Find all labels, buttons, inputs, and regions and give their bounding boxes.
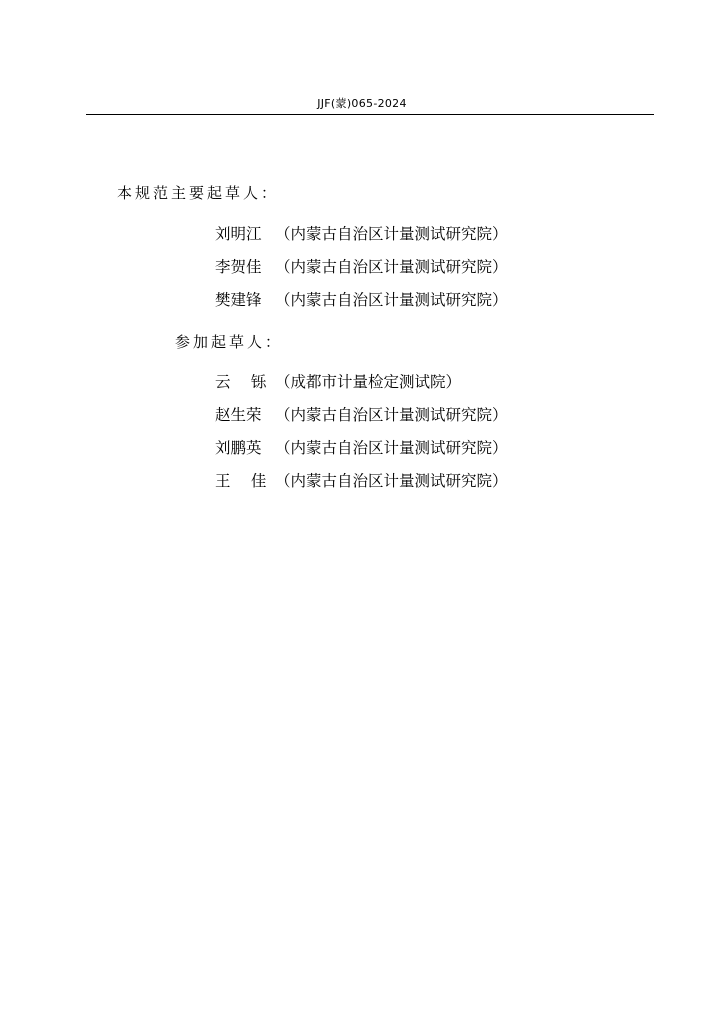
drafter-org: （成都市计量检定测试院） bbox=[275, 373, 462, 391]
drafter-row bbox=[215, 405, 508, 425]
drafter-org: （内蒙古自治区计量测试研究院） bbox=[275, 258, 508, 276]
drafter-org: （内蒙古自治区计量测试研究院） bbox=[275, 225, 508, 243]
drafter-org: （内蒙古自治区计量测试研究院） bbox=[275, 472, 508, 490]
main-drafters-heading: 本规范主要起草人： bbox=[117, 184, 280, 202]
drafter-name: 刘明江 bbox=[215, 225, 262, 243]
drafter-name: 樊建锋 bbox=[215, 291, 262, 309]
drafter-row bbox=[215, 290, 508, 310]
drafter-row bbox=[215, 224, 508, 244]
drafter-name: 云 铄 bbox=[215, 373, 267, 391]
drafter-name: 李贺佳 bbox=[215, 258, 262, 276]
drafter-org: （内蒙古自治区计量测试研究院） bbox=[275, 406, 508, 424]
drafter-row bbox=[215, 438, 508, 458]
drafter-row bbox=[215, 471, 508, 491]
drafter-name: 王 佳 bbox=[215, 472, 267, 490]
standard-code: JJF(蒙)065-2024 bbox=[317, 97, 407, 110]
header-divider bbox=[86, 114, 654, 115]
participating-drafters-heading: 参加起草人： bbox=[175, 333, 284, 351]
drafter-name: 刘鹏英 bbox=[215, 439, 262, 457]
drafter-org: （内蒙古自治区计量测试研究院） bbox=[275, 291, 508, 309]
drafter-row bbox=[215, 372, 461, 392]
drafter-name: 赵生荣 bbox=[215, 406, 262, 424]
drafter-org: （内蒙古自治区计量测试研究院） bbox=[275, 439, 508, 457]
drafter-row bbox=[215, 257, 508, 277]
